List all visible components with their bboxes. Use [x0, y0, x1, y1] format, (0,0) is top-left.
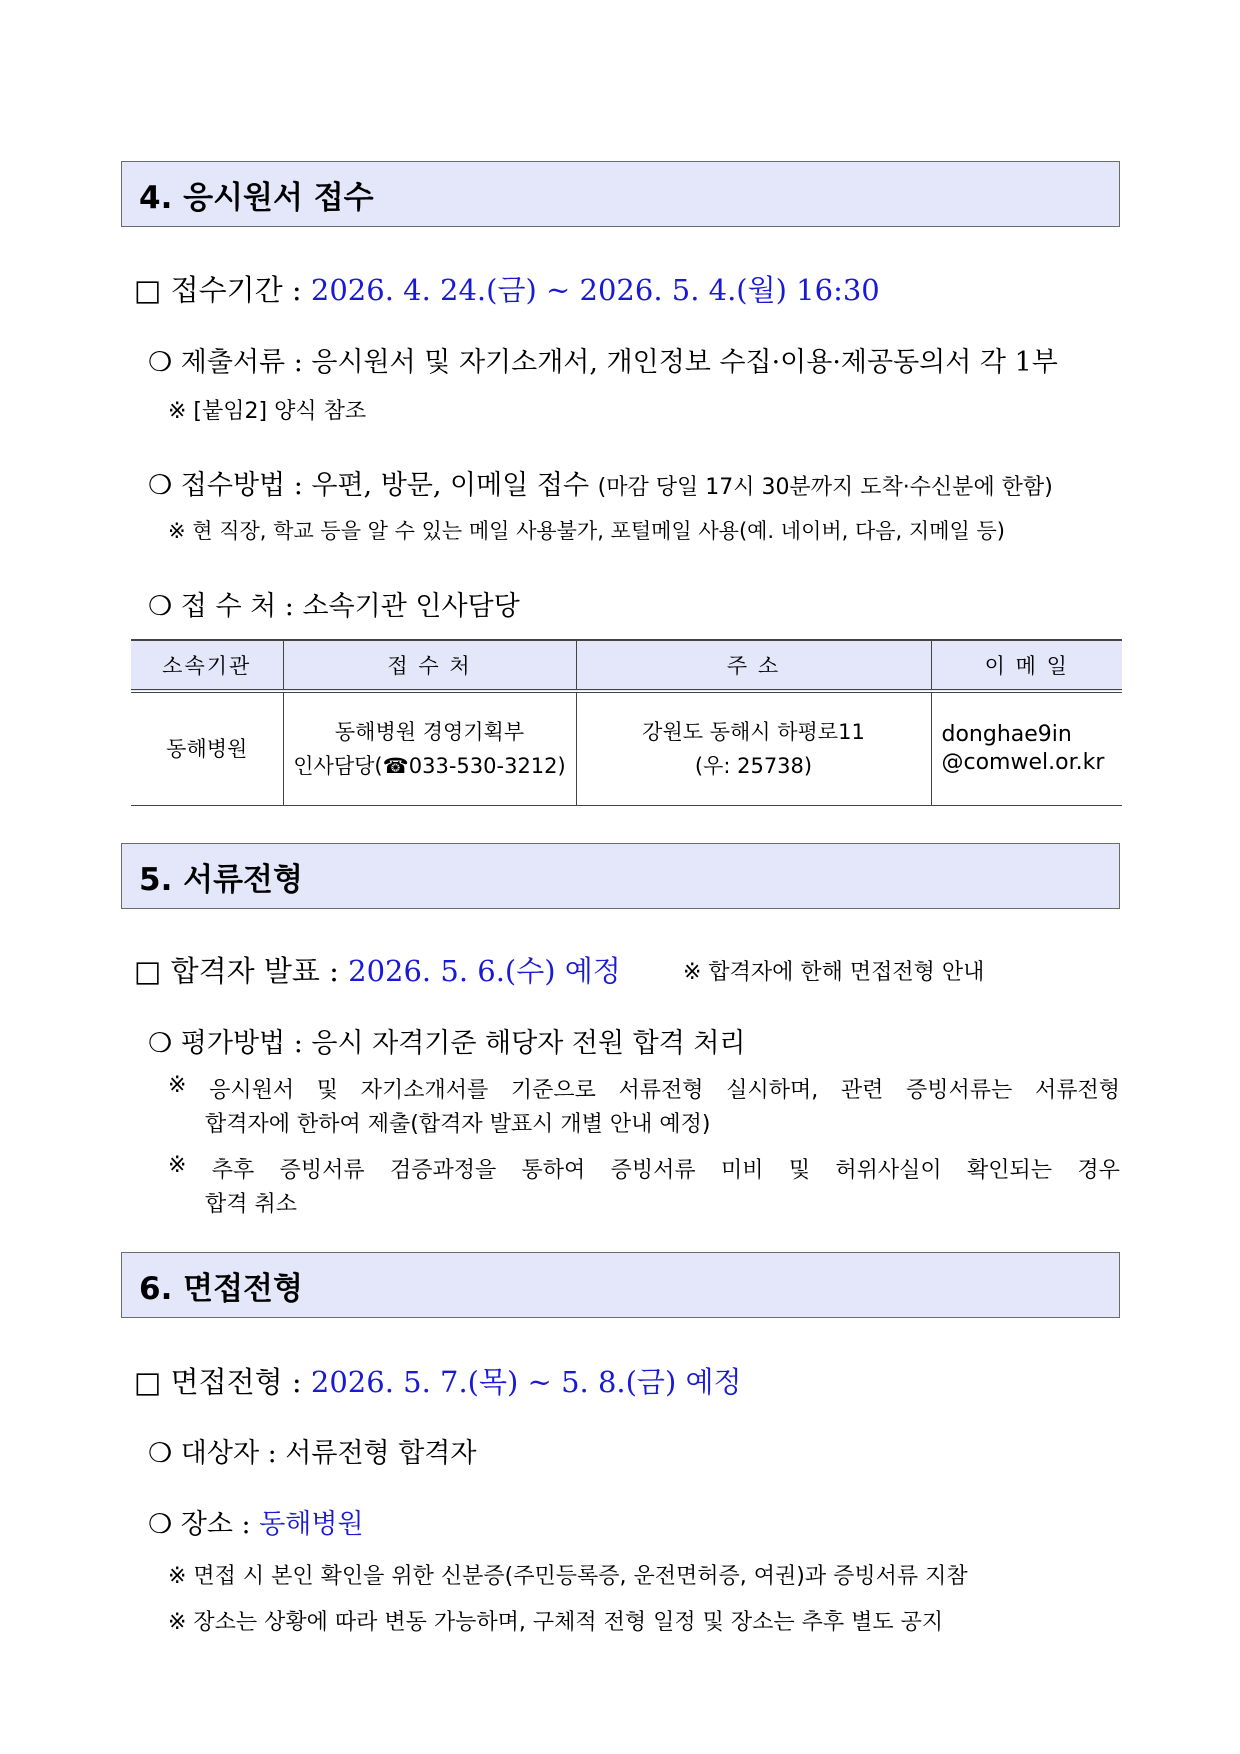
section-4-header — [121, 161, 1120, 227]
note1-word: 기준으로 — [510, 1078, 596, 1103]
docs-line: ❍ 제출서류 : 응시원서 및 자기소개서, 개인정보 수집·이용·제공동의서 각 1부 — [148, 347, 1058, 378]
interview-label: □ 면접전형 : — [134, 1365, 311, 1399]
table-header-recv: 접 수 처 — [283, 640, 576, 691]
table-header-row — [131, 640, 1122, 691]
note1-word: 관련 — [840, 1078, 884, 1103]
method-label: ❍ 접수방법 : 우편, 방문, 이메일 접수 — [148, 470, 590, 501]
venue-value: 동해병원 — [259, 1509, 364, 1540]
eval-note-1-cont: 합격자에 한하여 제출(합격자 발표시 개별 안내 예정) — [205, 1112, 711, 1137]
cell-email — [931, 691, 1122, 806]
cell-addr-line-1: 강원도 동해시 하평로11 — [642, 720, 865, 744]
note1-word: 서류전형 — [1034, 1078, 1120, 1103]
cell-recv-line-2: 인사담당(☎033-530-3212) — [293, 754, 566, 778]
note2-word: 및 — [788, 1158, 811, 1183]
note2-word: 추후 — [211, 1158, 255, 1183]
note2-word: 확인되는 — [967, 1158, 1053, 1183]
announce-label: □ 합격자 발표 : — [134, 954, 349, 988]
period-line — [134, 268, 880, 309]
section-6-title: 6. 면접전형 — [139, 1270, 303, 1307]
interview-line — [134, 1360, 742, 1401]
cell-email-line-1: donghae9in — [941, 722, 1072, 747]
eval-line: ❍ 평가방법 : 응시 자격기준 해당자 전원 합격 처리 — [148, 1028, 746, 1059]
period-value: 2026. 4. 24.(금) ~ 2026. 5. 4.(월) 16:30 — [310, 273, 880, 307]
section-4-title: 4. 응시원서 접수 — [139, 179, 374, 216]
docs-note: ※ [붙임2] 양식 참조 — [168, 399, 367, 424]
section-5-header — [121, 843, 1120, 909]
target-line: ❍ 대상자 : 서류전형 합격자 — [148, 1438, 477, 1469]
announce-note: ※ 합격자에 한해 면접전형 안내 — [683, 960, 985, 985]
note2-word: ※ — [168, 1153, 187, 1178]
table-row — [131, 691, 1122, 806]
note2-word: 증빙서류 — [610, 1158, 696, 1183]
table-header-email: 이 메 일 — [931, 640, 1122, 691]
cell-addr — [576, 691, 931, 806]
cell-recv-line-1: 동해병원 경영기획부 — [334, 720, 525, 744]
eval-note-1 — [168, 1073, 1120, 1104]
note1-word: 증빙서류는 — [906, 1078, 1013, 1103]
eval-note-2 — [168, 1153, 1120, 1184]
section-6-header — [121, 1252, 1120, 1318]
cell-addr-line-2: (우: 25738) — [694, 754, 813, 778]
note2-word: 미비 — [720, 1158, 764, 1183]
note1-word: 응시원서 — [209, 1078, 295, 1103]
table-header-addr: 주 소 — [576, 640, 931, 691]
venue-note-2: ※ 장소는 상황에 따라 변동 가능하며, 구체적 전형 일정 및 장소는 추후 별도 공지 — [168, 1610, 944, 1635]
method-line — [148, 463, 1053, 502]
cell-email-line-2: @comwel.or.kr — [941, 750, 1105, 775]
note2-word: 경우 — [1077, 1158, 1120, 1183]
note2-word: 통하여 — [521, 1158, 586, 1183]
place-line: ❍ 접 수 처 : 소속기관 인사담당 — [148, 591, 520, 622]
note1-word: 및 — [316, 1078, 339, 1103]
venue-note-1: ※ 면접 시 본인 확인을 위한 신분증(주민등록증, 운전면허증, 여권)과 증빙서류 지참 — [168, 1564, 968, 1589]
table-header-org: 소속기관 — [131, 640, 283, 691]
note2-word: 증빙서류 — [279, 1158, 365, 1183]
announce-line — [134, 949, 621, 990]
reception-table — [131, 639, 1122, 806]
cell-org: 동해병원 — [131, 691, 283, 806]
note2-word: 허위사실이 — [835, 1158, 942, 1183]
note2-word: 검증과정을 — [389, 1158, 497, 1183]
note1-word: ※ — [168, 1073, 187, 1098]
note1-word: 자기소개서를 — [360, 1078, 489, 1103]
section-5-title: 5. 서류전형 — [139, 861, 303, 898]
method-note: (마감 당일 17시 30분까지 도착·수신분에 한함) — [597, 475, 1053, 500]
period-label: □ 접수기간 : — [134, 273, 311, 307]
venue-line — [148, 1502, 364, 1541]
cell-recv — [283, 691, 576, 806]
note1-word: 서류전형 — [618, 1078, 704, 1103]
interview-value: 2026. 5. 7.(목) ~ 5. 8.(금) 예정 — [310, 1365, 742, 1399]
note1-word: 실시하며, — [726, 1078, 819, 1103]
method-note-2: ※ 현 직장, 학교 등을 알 수 있는 메일 사용불가, 포털메일 사용(예. 네이버, 다음, 지메일 등) — [168, 519, 1005, 543]
eval-note-2-cont: 합격 취소 — [205, 1192, 298, 1217]
venue-label: ❍ 장소 : — [148, 1509, 260, 1540]
announce-value: 2026. 5. 6.(수) 예정 — [348, 954, 621, 988]
